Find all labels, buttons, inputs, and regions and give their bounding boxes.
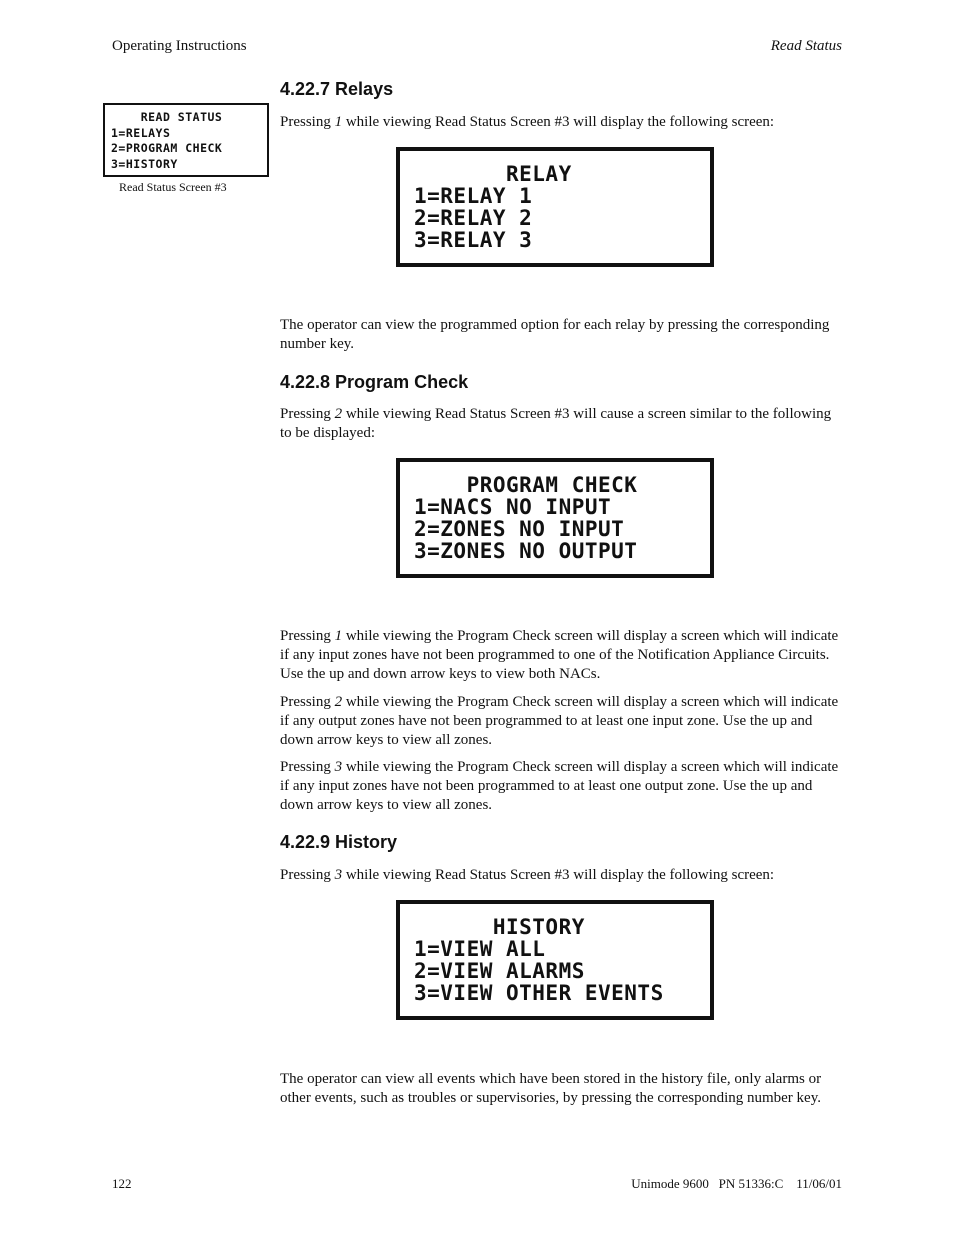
- lcd-line: READ STATUS: [111, 110, 223, 124]
- screen-caption: Read Status Screen #3: [119, 180, 227, 194]
- lcd-line: 1=RELAY 1: [414, 184, 533, 208]
- lcd-line: 2=PROGRAM CHECK: [111, 141, 223, 155]
- relay-screen: [396, 147, 714, 267]
- history-intro: Pressing 3 while viewing Read Status Screen #3 will display the following screen:: [280, 867, 775, 883]
- document-info: Unimode 9600 PN 51336:C 11/06/01: [631, 1176, 842, 1191]
- section-heading-relays: 4.22.7 Relays: [280, 79, 394, 99]
- lcd-line: 3=HISTORY: [111, 156, 178, 171]
- lcd-line: 3=VIEW OTHER EVENTS: [414, 981, 664, 1005]
- lcd-line: 1=VIEW ALL: [414, 937, 546, 961]
- lcd-line: HISTORY: [414, 915, 585, 939]
- program-check-paragraph-3: Pressing 3 while viewing the Program Check screen will display a screen which will indicate if any input zones have not been programmed to at least one output zone. Use the up and down arrow keys to view all zones.: [280, 759, 839, 813]
- lcd-line: PROGRAM CHECK: [414, 473, 638, 497]
- section-heading-program-check: 4.22.8 Program Check: [280, 372, 469, 392]
- lcd-line: RELAY: [414, 162, 572, 186]
- section-heading-history: 4.22.9 History: [280, 832, 398, 852]
- lcd-line: 3=RELAY 3: [414, 228, 533, 252]
- lcd-line: 1=RELAYS: [111, 125, 171, 140]
- program-check-screen: [396, 458, 714, 578]
- running-header-left: Operating Instructions: [112, 38, 247, 54]
- read-status-screen-3: [103, 103, 269, 177]
- program-check-paragraph-2: Pressing 2 while viewing the Program Check screen will display a screen which will indicate if any output zones have not been programmed to at least one input zone. Use the up and down arrow keys to view all zones.: [280, 694, 839, 748]
- program-check-paragraph-1: Pressing 1 while viewing the Program Check screen will display a screen which will indicate if any input zones have not been programmed to one of the Notification Appliance Circuits. Use the up and down arrow keys to view both NACs.: [280, 628, 839, 682]
- running-header-right: Read Status: [770, 38, 842, 54]
- lcd-line: 2=VIEW ALARMS: [414, 959, 585, 983]
- lcd-line: 1=NACS NO INPUT: [414, 495, 612, 519]
- history-description: The operator can view all events which have been stored in the history file, only alarms or other events, such as troubles or supervisories, by pressing the corresponding number key.: [280, 1071, 822, 1106]
- lcd-line: 3=ZONES NO OUTPUT: [414, 539, 638, 563]
- program-check-intro: Pressing 2 while viewing Read Status Screen #3 will cause a screen similar to the following to be displayed:: [280, 406, 832, 441]
- lcd-line: 2=RELAY 2: [414, 206, 533, 230]
- history-screen: [396, 900, 714, 1020]
- lcd-line: 2=ZONES NO INPUT: [414, 517, 625, 541]
- page-number: 122: [112, 1176, 132, 1191]
- relays-description: The operator can view the programmed option for each relay by pressing the corresponding number key.: [280, 317, 830, 352]
- relays-intro: Pressing 1 while viewing Read Status Screen #3 will display the following screen:: [280, 114, 775, 130]
